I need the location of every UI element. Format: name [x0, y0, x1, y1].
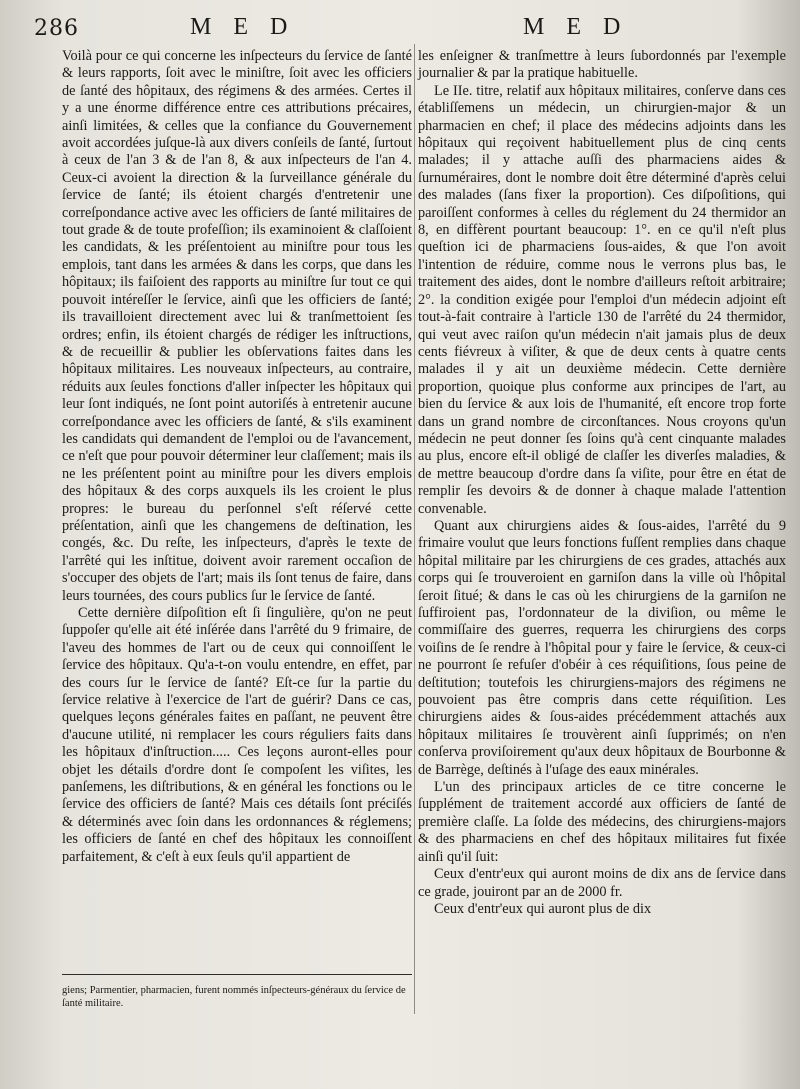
- running-header: [0, 14, 800, 48]
- right-column: [418, 48, 786, 918]
- right-paragraph-6: Ceux d'entr'eux qui auront plus de dix: [434, 900, 652, 917]
- left-column: [62, 48, 412, 866]
- right-paragraph-5: Ceux d'entr'eux qui auront moins de dix ans de ſervice dans ce grade, jouiront par an de 2000 fr.: [418, 866, 786, 900]
- column-divider: [414, 44, 415, 1014]
- right-paragraph-4: L'un des principaux articles de ce titre concerne le ſupplément de traitement accordé aux officiers de ſanté de première claſſe. La ſolde des médecins, des chirurgiens-majors & des pharmaciens en chef des hôpitaux militaires fut fixée ainſi qu'il ſuit:: [418, 779, 786, 865]
- right-paragraph-2: Le IIe. titre, relatif aux hôpitaux militaires, conſerve dans ces établiſſemens un médecin, un chirurgien-major & un pharmacien en chef; il place des médecins adjoints dans les hôpitaux qui reçoivent habituellement plus de cinq cents malades; il y attache auſſi des pharmaciens aides & ſurnuméraires, dont le nombre doit être déterminé d'après celui des malades (ſans fixer la proportion). Ces diſpoſitions, qui paroiſſent conformes à celles du réglement du 24 thermidor an 8, en diffèrent pourtant beaucoup: 1°. en ce qu'il n'eſt plus queſtion ici de pharmaciens ſous-aides, & que l'on avoit l'intention de réduire, comme nous le verrons plus bas, le traitement des aides, dont le nombre d'ailleurs reſtoit arbitraire; 2°. la condition exigée pour l'emploi d'un médecin adjoint eſt tout-à-fait contraire à l'article 130 de l'arrêté du 24 thermidor, qui veut avec raiſon qu'un médecin n'ait jamais plus de deux cents fiévreux à viſiter, & que de deux cents à quatre cents malades il y ait un deuxième médecin. Cette dernière proportion, quoique plus conforme aux principes de l'art, au bien du ſervice & aux lois de l'humanité, eſt encore trop forte dans un grand nombre de circonſtances. Nous croyons qu'un médecin ne peut donner ſes ſoins qu'à cent cinquante malades au plus, encore eſt-il obligé de claſſer les diverſes maladies, & de mettre beaucoup d'ordre dans ſa viſite, pour être en état de remplir ſes devoirs & de donner à chaque malade l'attention convenable.: [418, 82, 786, 517]
- right-paragraph-1: les enſeigner & tranſmettre à leurs ſubordonnés par l'exemple journalier & par la pratique habituelle.: [418, 48, 786, 82]
- footnote-rule: [62, 974, 412, 975]
- footnote: giens; Parmentier, pharmacien, furent nommés inſpecteurs-généraux du ſervice de ſanté militaire.: [62, 985, 406, 1009]
- left-paragraph-1: Voilà pour ce qui concerne les inſpecteurs du ſervice de ſanté & leurs rapports, ſoit avec le miniſtre, ſoit avec les officiers de ſanté des hôpitaux, des régimens & des armées. Certes il y a une énorme différence entre ces attributions précaires, ainſi limitées, & celles que la confiance du Gouvernement avoit accordées juſque-là aux divers conſeils de ſanté, ſurtout à ceux de l'an 3 & de l'an 8, & aux inſpecteurs de l'an 4. Ceux-ci avoient la direction & la ſurveillance générale du ſervice de ſanté; ils étoient chargés d'entretenir une correſpondance active avec les officiers de ſanté militaires de tout grade & de toute profeſſion; ils examinoient & claſſoient les candidats, & les préſentoient au miniſtre pour tous les emplois, tant dans les armées & dans les corps, que dans les hôpitaux; ils faiſoient des rapports au miniſtre ſur tout ce qui pouvoit intéreſſer le ſervice, ainſi que les officiers de ſanté; ils travailloient directement avec lui & tranſmettoient ſes ordres; enfin, ils étoient chargés de rédiger les inſtructions, & de recueillir & publier les obſervations faites dans les hôpitaux militaires. Les nouveaux inſpecteurs, au contraire, réduits aux ſeules fonctions d'aller inſpecter les hôpitaux qui leur ſont indiqués, ne ſont point autoriſés à entretenir aucune correſpondance avec les officiers de ſanté, & s'ils examinent les candidats qui demandent de l'emploi ou de l'avancement, ce n'eſt que pour pouvoir déterminer leur claſſement; mais ils ne les préſentent point au miniſtre pour les divers emplois des hôpitaux & des corps auxquels ils les croient le plus propres: le bureau du perſonnel s'eſt réſervé cette préſentation, ainſi que les changemens de deſtination, les congés, &c. Du reſte, les inſpecteurs, d'après le texte de l'arrêté qui les inſtitue, doivent avoir rarement occaſion de s'occuper des objets de l'art; mais ils ſont tenus de faire, dans leurs tournées, des cours publics ſur le ſervice de ſanté.: [62, 48, 412, 604]
- right-paragraph-3: Quant aux chirurgiens aides & ſous-aides, l'arrêté du 9 frimaire voulut que leurs fonctions fuſſent remplies dans chaque hôpital militaire par les chirurgiens de ces grades, attachés aux corps qui ſe trouveroient en garniſon dans la ville où l'hôpital ſeroit ſitué; & dans le cas où les chirurgiens de la garniſon ne ſuffiroient pas, l'ordonnateur de la diviſion, ou même le commiſſaire des guerres, requerra les chirurgiens des corps voiſins de ſe rendre à l'hôpital pour y faire le ſervice, & ceux-ci ne pourront ſe refuſer d'obéir à ces réquiſitions, ſous peine de deſtitution; toutefois les chirurgiens-majors des régimens ne pouvoient pas être compris dans cette réquiſition. Les chirurgiens aides & ſous-aides précédemment attachés aux hôpitaux militaires ſe trouvèrent ainſi ſupprimés; on n'en conſerva proviſoirement qu'aux deux hôpitaux de Bourbonne & de Barrège, deſtinés à l'uſage des eaux minérales.: [418, 517, 786, 778]
- running-head-right: M E D: [523, 14, 629, 40]
- page-number: 286: [34, 16, 79, 41]
- running-head-left: M E D: [190, 14, 296, 40]
- left-paragraph-2: Cette dernière diſpoſition eſt ſi ſingulière, qu'on ne peut ſuppoſer qu'elle ait été inſérée dans l'arrêté du 9 frimaire, de l'aveu des hommes de l'art ou de ceux qui connoiſſent le ſervice des hôpitaux. Qu'a-t-on voulu entendre, en effet, par des cours ſur le ſervice de ſanté? Eſt-ce ſur la partie du ſervice relative à l'exercice de l'art de guérir? Dans ce cas, quelques leçons générales faites en paſſant, ne peuvent être d'aucune utilité, ni remplacer les cours réguliers faits dans les hôpitaux d'inſtruction..... Ces leçons auront-elles pour objet les détails d'ordre dont ſe compoſent les viſites, les panſemens, les diſtributions, & en général les fonctions ou le ſervice des officiers de ſanté? Mais ces détails ſont préciſés & déterminés avec ſoin dans les ordonnances & réglemens; les officiers de ſanté en chef des hôpitaux les connoiſſent parfaitement, & c'eſt à eux ſeuls qu'il appartient de: [62, 605, 412, 865]
